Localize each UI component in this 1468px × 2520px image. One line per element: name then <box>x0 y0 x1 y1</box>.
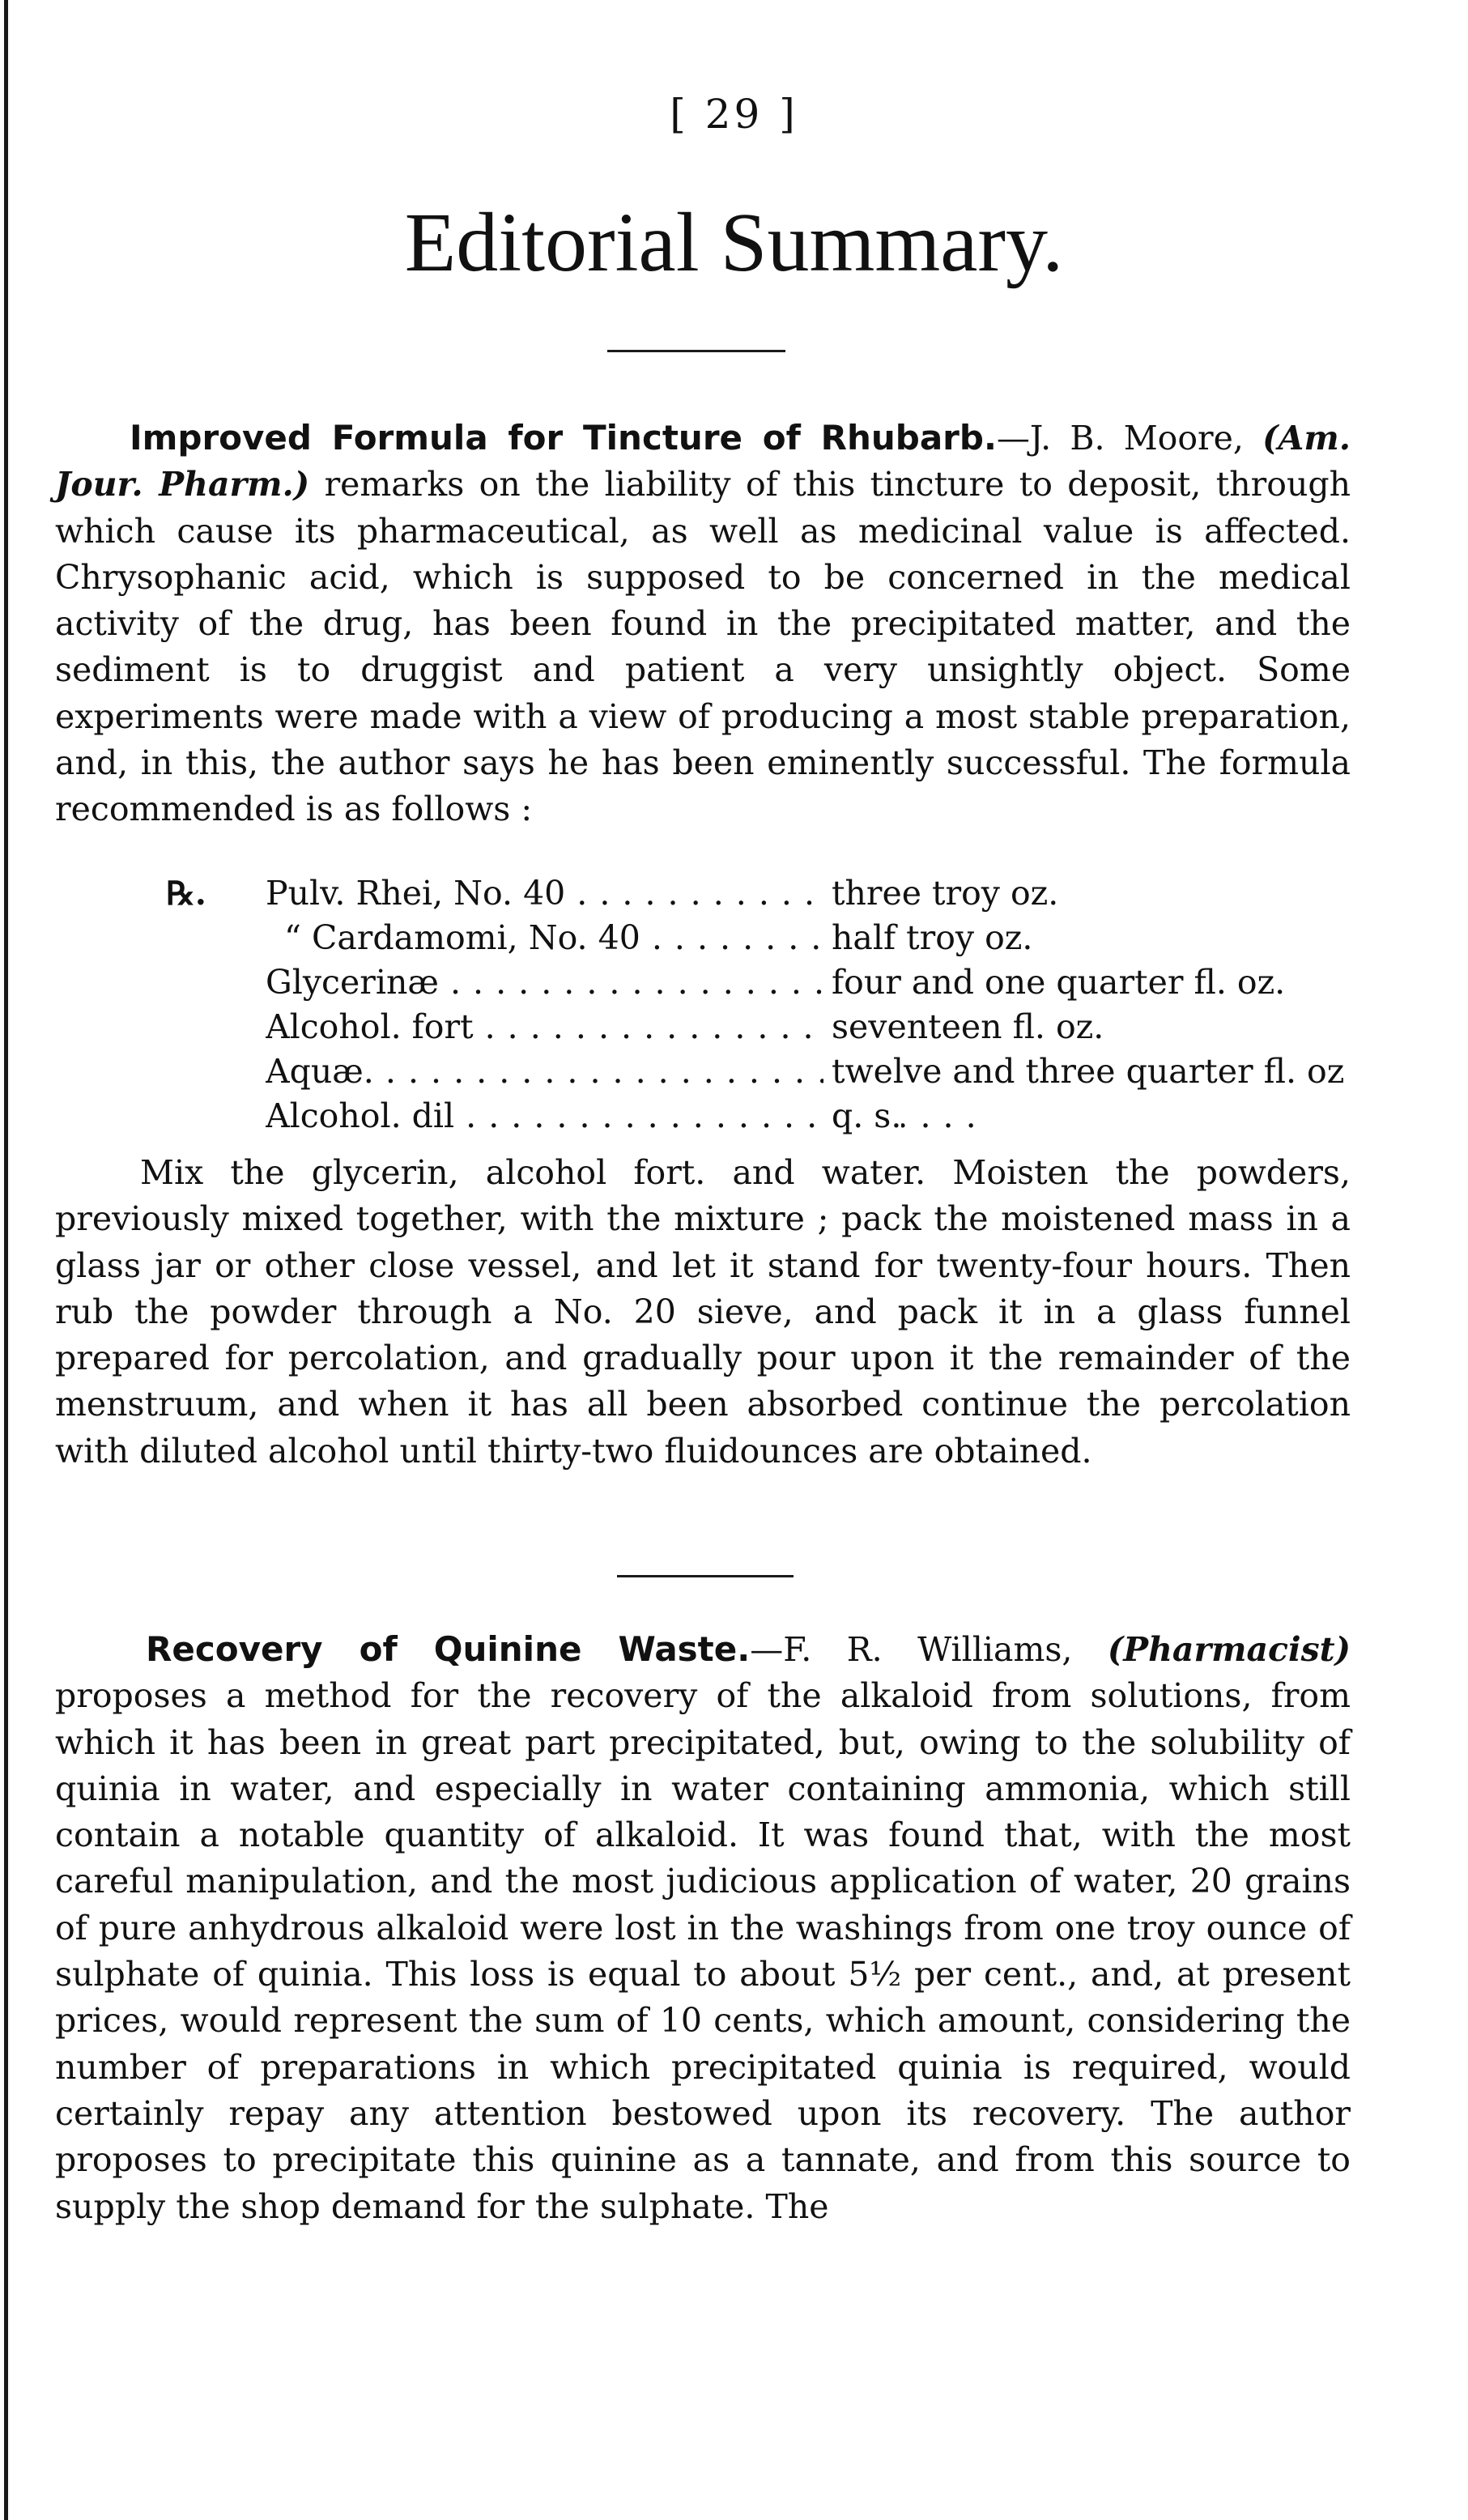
article-rhubarb-source: (Am. Jour. Pharm.) <box>55 419 1351 504</box>
formula-amount: three troy oz. <box>823 871 1058 916</box>
article-rhubarb-intro <box>55 415 1351 833</box>
section-divider <box>617 1575 794 1577</box>
formula-amount: seventeen fl. oz. <box>823 1005 1104 1049</box>
article-rhubarb-directions: Mix the glycerin, alcohol fort. and water. Moisten the powders, previously mixed together, with the mixture ; pack the moistened mass in a glass jar or other close vessel, and let it stand for twenty-four hours. Then rub the powder through a No. 20 sieve, and pack it in a glass funnel prepared for percolation, and gradually pour upon it the remainder of the menstruum, and when it has all been absorbed continue the percolation with diluted alcohol until thirty-two fluidounces are obtained. <box>55 1153 1351 1471</box>
formula-ingredient: Alcohol. dil . . . <box>266 1094 978 1139</box>
formula-row <box>166 960 1381 1005</box>
formula-row <box>166 916 1381 960</box>
rhubarb-formula <box>166 871 1381 1139</box>
article-quinine-author: —F. R. Williams, <box>750 1630 1108 1669</box>
section-divider <box>607 350 785 352</box>
formula-ingredient: Aquæ. . . . <box>266 1049 978 1094</box>
page-number: [ 29 ] <box>670 91 798 138</box>
formula-amount: four and one quarter fl. oz. <box>823 960 1285 1005</box>
formula-amount: half troy oz. <box>823 916 1032 960</box>
formula-row <box>166 1094 1381 1139</box>
article-rhubarb-author: —J. B. Moore, <box>996 419 1244 458</box>
article-quinine-source: (Pharmacist) <box>1107 1630 1351 1669</box>
formula-row <box>166 1005 1381 1049</box>
recipe-symbol: ℞. <box>166 875 206 913</box>
article-quinine-body: proposes a method for the recovery of the alkaloid from solutions, from which it has been in great part precipitated, but, owing to the solubility of quinia in water, and especially in water containing ammonia, which still contain a notable quantity of alkaloid. It was found that, with the most careful manipulation, and the most judicious application of water, 20 grains of pure anhydrous alkaloid were lost in the washings from one troy ounce of sulphate of quinia. This loss is equal to about 5½ per cent., and, at present prices, would represent the sum of 10 cents, which amount, considering the number of preparations in which precipitated quinia is required, would certainly repay any attention bestowed upon its recovery. The author proposes to precipitate this quinine as a tannate, and from this source to supply the shop demand for the sulphate. The <box>55 1676 1351 2226</box>
formula-amount: twelve and three quarter fl. oz <box>823 1049 1344 1094</box>
article-rhubarb-heading: Improved Formula for Tincture of Rhubarb. <box>130 418 997 458</box>
formula-ingredient: “ Cardamomi, No. 40 . . . <box>284 916 997 960</box>
article-quinine-intro <box>55 1626 1351 2230</box>
formula-ingredient: Pulv. Rhei, No. 40 . . . <box>266 871 978 916</box>
page-title: Editorial Summary. <box>404 196 1064 289</box>
page-edge-rule <box>4 0 8 2520</box>
formula-ingredient: Alcohol. fort . . . <box>266 1005 978 1049</box>
formula-ingredient: Glycerinæ . . . <box>266 960 978 1005</box>
article-rhubarb-body: remarks on the liability of this tincture to deposit, through which cause its pharmaceutical, as well as medicinal value is affected. Chrysophanic acid, which is supposed to be concerned in the medical activity of the drug, has been found in the precipitated matter, and the sediment is to druggist and patient a very unsightly object. Some experiments were made with a view of producing a most stable preparation, and, in this, the author says he has been eminently successful. The formula recommended is as follows : <box>55 465 1351 829</box>
formula-row <box>166 1049 1381 1094</box>
article-quinine-heading: Recovery of Quinine Waste. <box>146 1629 751 1669</box>
formula-amount: q. s. <box>823 1094 901 1139</box>
formula-row <box>166 871 1381 916</box>
